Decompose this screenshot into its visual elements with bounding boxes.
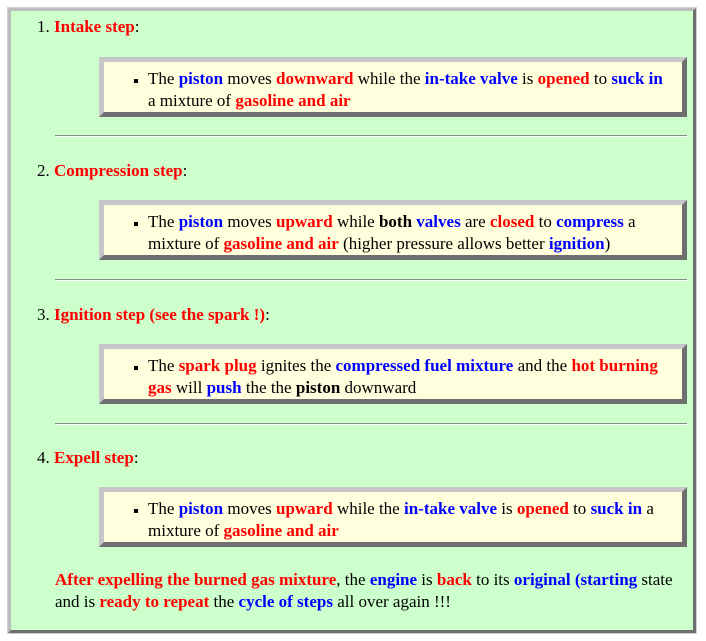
- emphasis-text: opened: [516, 499, 569, 518]
- plain-text: are: [460, 212, 490, 231]
- emphasis-text: in-take valve: [424, 69, 518, 88]
- step-3-title: Ignition step (see the spark !): [54, 305, 266, 324]
- step-2-heading: 2. Compression step:: [37, 161, 188, 180]
- emphasis-text: piston: [178, 499, 224, 518]
- plain-text: The: [148, 499, 179, 518]
- emphasis-text: piston: [178, 212, 224, 231]
- emphasis-text: opened: [537, 69, 590, 88]
- emphasis-text: push: [206, 378, 242, 397]
- plain-text: the: [209, 592, 239, 611]
- step-4-bullet: [148, 498, 674, 542]
- step-3-box: [99, 344, 687, 404]
- emphasis-text: suck in: [611, 69, 663, 88]
- emphasis-text: piston: [178, 69, 224, 88]
- step-4-title: Expell step: [54, 448, 134, 467]
- emphasis-text: After expelling the burned gas mixture: [55, 570, 337, 589]
- plain-text: The: [148, 69, 179, 88]
- emphasis-text: spark plug: [178, 356, 257, 375]
- emphasis-text: compressed fuel mixture: [335, 356, 514, 375]
- plain-text: a mixture of: [148, 499, 654, 540]
- plain-text: is: [417, 570, 437, 589]
- plain-text: moves: [223, 69, 276, 88]
- emphasis-text: valves: [416, 212, 461, 231]
- step-1-bullet: [148, 68, 674, 112]
- step-2-bullet: [148, 211, 674, 255]
- step-2-box: [99, 200, 687, 260]
- divider-3: [55, 423, 687, 425]
- step-1-box: [99, 57, 687, 117]
- emphasis-text: ready to repeat: [99, 592, 210, 611]
- emphasis-text: back: [436, 570, 472, 589]
- emphasis-text: upward: [276, 212, 333, 231]
- plain-text: to: [589, 69, 612, 88]
- emphasis-text: gasoline and air: [235, 91, 351, 110]
- step-1-title: Intake step: [54, 17, 135, 36]
- emphasis-text: gasoline and air: [223, 234, 339, 253]
- emphasis-text: upward: [276, 499, 333, 518]
- step-3-heading: 3. Ignition step (see the spark !):: [37, 305, 270, 324]
- emphasis-text: downward: [276, 69, 354, 88]
- divider-1: [55, 135, 687, 137]
- plain-text: to: [568, 499, 591, 518]
- plain-text: a mixture of: [148, 212, 636, 253]
- plain-text: will: [171, 378, 207, 397]
- plain-text: while the: [353, 69, 425, 88]
- emphasis-text: original (starting: [513, 570, 638, 589]
- emphasis-text: hot burning gas: [148, 356, 658, 397]
- plain-text: downward: [340, 378, 417, 397]
- plain-text: to its: [471, 570, 514, 589]
- emphasis-text: piston: [295, 378, 341, 397]
- plain-text: moves: [223, 499, 276, 518]
- step-1-heading: 1. Intake step:: [37, 17, 140, 36]
- plain-text: is: [497, 499, 517, 518]
- emphasis-text: in-take valve: [403, 499, 498, 518]
- emphasis-text: ignition: [548, 234, 605, 253]
- closing-paragraph: [55, 569, 675, 613]
- divider-2: [55, 279, 687, 281]
- plain-text: while the: [332, 499, 404, 518]
- plain-text: The: [148, 212, 179, 231]
- plain-text: moves: [223, 212, 276, 231]
- content-panel: [8, 8, 696, 633]
- emphasis-text: engine: [369, 570, 418, 589]
- emphasis-text: both: [378, 212, 413, 231]
- step-2-title: Compression step: [54, 161, 183, 180]
- step-4-heading: 4. Expell step:: [37, 448, 139, 467]
- step-4-box: [99, 487, 687, 547]
- step-3-bullet: [148, 355, 674, 399]
- plain-text: the the: [241, 378, 296, 397]
- plain-text: is: [517, 69, 538, 88]
- plain-text: a mixture of: [148, 91, 236, 110]
- plain-text: state and is: [55, 570, 673, 611]
- plain-text: and the: [513, 356, 572, 375]
- plain-text: ): [604, 234, 611, 253]
- plain-text: The: [148, 356, 179, 375]
- plain-text: (higher pressure allows better: [338, 234, 549, 253]
- emphasis-text: gasoline and air: [223, 521, 339, 540]
- plain-text: ignites the: [256, 356, 336, 375]
- plain-text: all over again !!!: [332, 592, 451, 611]
- emphasis-text: compress: [556, 212, 624, 231]
- emphasis-text: closed: [489, 212, 535, 231]
- plain-text: while: [332, 212, 379, 231]
- plain-text: to: [534, 212, 557, 231]
- emphasis-text: suck in: [590, 499, 643, 518]
- emphasis-text: cycle of steps: [238, 592, 333, 611]
- plain-text: , the: [336, 570, 370, 589]
